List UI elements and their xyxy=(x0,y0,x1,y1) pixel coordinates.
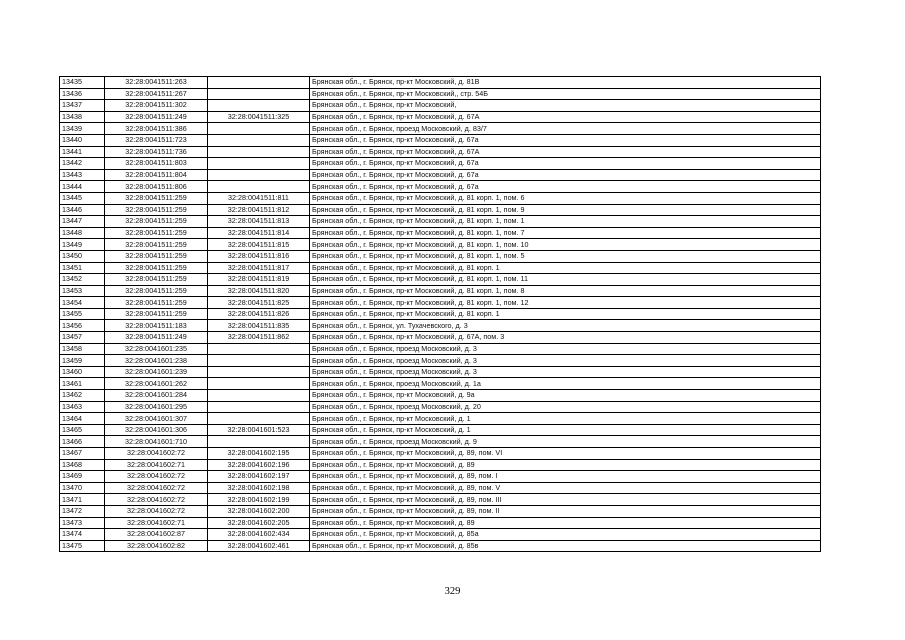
cadastral-number-cell: 32:28:0041511:259 xyxy=(105,204,208,216)
address-cell: Брянская обл., г. Брянск, пр-кт Московский, д. 81 корп. 1, пом. 6 xyxy=(310,192,821,204)
address-cell: Брянская обл., г. Брянск, пр-кт Московский, д. 89, пом. VI xyxy=(310,448,821,460)
table-row xyxy=(60,355,821,367)
address-cell: Брянская обл., г. Брянск, пр-кт Московский, д. 81 корп. 1, пом. 5 xyxy=(310,250,821,262)
related-cadastral-number-cell xyxy=(208,134,310,146)
cadastral-number-cell: 32:28:0041601:238 xyxy=(105,355,208,367)
related-cadastral-number-cell xyxy=(208,366,310,378)
cadastral-number-cell: 32:28:0041601:710 xyxy=(105,436,208,448)
cadastral-number-cell: 32:28:0041511:259 xyxy=(105,285,208,297)
cadastral-number-cell: 32:28:0041511:263 xyxy=(105,77,208,89)
related-cadastral-number-cell: 32:28:0041511:819 xyxy=(208,274,310,286)
related-cadastral-number-cell: 32:28:0041602:196 xyxy=(208,459,310,471)
table-row xyxy=(60,366,821,378)
cadastral-number-cell: 32:28:0041511:736 xyxy=(105,146,208,158)
row-number-cell: 13469 xyxy=(60,471,105,483)
address-cell: Брянская обл., г. Брянск, пр-кт Московский, д. 67а xyxy=(310,181,821,193)
cadastral-number-cell: 32:28:0041602:72 xyxy=(105,482,208,494)
cadastral-number-cell: 32:28:0041511:386 xyxy=(105,123,208,135)
row-number-cell: 13436 xyxy=(60,88,105,100)
related-cadastral-number-cell: 32:28:0041511:815 xyxy=(208,239,310,251)
table-row xyxy=(60,320,821,332)
related-cadastral-number-cell xyxy=(208,181,310,193)
table-row xyxy=(60,88,821,100)
row-number-cell: 13470 xyxy=(60,482,105,494)
row-number-cell: 13456 xyxy=(60,320,105,332)
row-number-cell: 13453 xyxy=(60,285,105,297)
address-cell: Брянская обл., г. Брянск, пр-кт Московский, д. 67а xyxy=(310,169,821,181)
row-number-cell: 13468 xyxy=(60,459,105,471)
row-number-cell: 13462 xyxy=(60,390,105,402)
row-number-cell: 13459 xyxy=(60,355,105,367)
address-cell: Брянская обл., г. Брянск, пр-кт Московский, д. 89, пом. II xyxy=(310,505,821,517)
cadastral-number-cell: 32:28:0041601:307 xyxy=(105,413,208,425)
related-cadastral-number-cell xyxy=(208,343,310,355)
table-row xyxy=(60,204,821,216)
cadastral-number-cell: 32:28:0041511:267 xyxy=(105,88,208,100)
row-number-cell: 13452 xyxy=(60,274,105,286)
address-cell: Брянская обл., г. Брянск, проезд Московский, д. 3 xyxy=(310,343,821,355)
address-cell: Брянская обл., г. Брянск, пр-кт Московский, д. 85в xyxy=(310,540,821,552)
row-number-cell: 13451 xyxy=(60,262,105,274)
row-number-cell: 13455 xyxy=(60,308,105,320)
related-cadastral-number-cell: 32:28:0041602:197 xyxy=(208,471,310,483)
cadastral-number-cell: 32:28:0041602:71 xyxy=(105,459,208,471)
related-cadastral-number-cell: 32:28:0041511:835 xyxy=(208,320,310,332)
address-cell: Брянская обл., г. Брянск, пр-кт Московский, д. 67А, пом. 3 xyxy=(310,332,821,344)
cadastral-number-cell: 32:28:0041511:806 xyxy=(105,181,208,193)
row-number-cell: 13450 xyxy=(60,250,105,262)
address-cell: Брянская обл., г. Брянск, пр-кт Московский, д. 67а xyxy=(310,134,821,146)
cadastral-number-cell: 32:28:0041511:183 xyxy=(105,320,208,332)
cadastral-number-cell: 32:28:0041511:723 xyxy=(105,134,208,146)
related-cadastral-number-cell: 32:28:0041511:820 xyxy=(208,285,310,297)
row-number-cell: 13435 xyxy=(60,77,105,89)
related-cadastral-number-cell xyxy=(208,146,310,158)
related-cadastral-number-cell: 32:28:0041511:817 xyxy=(208,262,310,274)
row-number-cell: 13441 xyxy=(60,146,105,158)
cadastral-number-cell: 32:28:0041511:259 xyxy=(105,192,208,204)
table-row xyxy=(60,436,821,448)
table-row xyxy=(60,250,821,262)
table-row xyxy=(60,401,821,413)
table-row xyxy=(60,192,821,204)
table-row xyxy=(60,239,821,251)
table-row xyxy=(60,274,821,286)
table-row xyxy=(60,297,821,309)
row-number-cell: 13464 xyxy=(60,413,105,425)
row-number-cell: 13467 xyxy=(60,448,105,460)
row-number-cell: 13471 xyxy=(60,494,105,506)
cadastral-number-cell: 32:28:0041511:803 xyxy=(105,158,208,170)
address-cell: Брянская обл., г. Брянск, пр-кт Московский, д. 67А xyxy=(310,146,821,158)
cadastral-number-cell: 32:28:0041602:72 xyxy=(105,471,208,483)
cadastral-number-cell: 32:28:0041511:259 xyxy=(105,308,208,320)
related-cadastral-number-cell: 32:28:0041511:826 xyxy=(208,308,310,320)
address-cell: Брянская обл., г. Брянск, пр-кт Московский, д. 89, пом. I xyxy=(310,471,821,483)
related-cadastral-number-cell xyxy=(208,88,310,100)
row-number-cell: 13440 xyxy=(60,134,105,146)
table-row xyxy=(60,390,821,402)
address-cell: Брянская обл., г. Брянск, пр-кт Московский, д. 81 корп. 1, пом. 7 xyxy=(310,227,821,239)
related-cadastral-number-cell: 32:28:0041602:461 xyxy=(208,540,310,552)
cadastral-number-cell: 32:28:0041511:259 xyxy=(105,250,208,262)
row-number-cell: 13475 xyxy=(60,540,105,552)
table-row xyxy=(60,111,821,123)
table-row xyxy=(60,424,821,436)
address-cell: Брянская обл., г. Брянск, проезд Московский, д. 83/7 xyxy=(310,123,821,135)
table-row xyxy=(60,413,821,425)
related-cadastral-number-cell: 32:28:0041511:862 xyxy=(208,332,310,344)
related-cadastral-number-cell xyxy=(208,413,310,425)
address-cell: Брянская обл., г. Брянск, пр-кт Московский, д. 81 корп. 1 xyxy=(310,308,821,320)
row-number-cell: 13472 xyxy=(60,505,105,517)
row-number-cell: 13438 xyxy=(60,111,105,123)
address-cell: Брянская обл., г. Брянск, пр-кт Московский,, стр. 54Б xyxy=(310,88,821,100)
address-cell: Брянская обл., г. Брянск, проезд Московский, д. 3 xyxy=(310,355,821,367)
cadastral-number-cell: 32:28:0041602:87 xyxy=(105,529,208,541)
related-cadastral-number-cell: 32:28:0041601:523 xyxy=(208,424,310,436)
cadastral-number-cell: 32:28:0041602:82 xyxy=(105,540,208,552)
table-row xyxy=(60,227,821,239)
address-cell: Брянская обл., г. Брянск, проезд Московский, д. 20 xyxy=(310,401,821,413)
cadastral-number-cell: 32:28:0041511:259 xyxy=(105,297,208,309)
cadastral-number-cell: 32:28:0041511:259 xyxy=(105,274,208,286)
row-number-cell: 13443 xyxy=(60,169,105,181)
related-cadastral-number-cell xyxy=(208,123,310,135)
table-row xyxy=(60,146,821,158)
address-cell: Брянская обл., г. Брянск, пр-кт Московский, д. 89, пом. III xyxy=(310,494,821,506)
table-row xyxy=(60,517,821,529)
row-number-cell: 13461 xyxy=(60,378,105,390)
table-body xyxy=(60,77,821,552)
related-cadastral-number-cell: 32:28:0041511:816 xyxy=(208,250,310,262)
related-cadastral-number-cell xyxy=(208,436,310,448)
row-number-cell: 13445 xyxy=(60,192,105,204)
cadastral-number-cell: 32:28:0041602:72 xyxy=(105,448,208,460)
cadastral-number-cell: 32:28:0041511:249 xyxy=(105,111,208,123)
related-cadastral-number-cell xyxy=(208,77,310,89)
table-row xyxy=(60,216,821,228)
table-row xyxy=(60,134,821,146)
related-cadastral-number-cell xyxy=(208,158,310,170)
table-row xyxy=(60,100,821,112)
related-cadastral-number-cell xyxy=(208,390,310,402)
cadastral-number-cell: 32:28:0041602:72 xyxy=(105,505,208,517)
related-cadastral-number-cell: 32:28:0041602:199 xyxy=(208,494,310,506)
address-cell: Брянская обл., г. Брянск, пр-кт Московский, д. 81 корп. 1, пом. 12 xyxy=(310,297,821,309)
related-cadastral-number-cell: 32:28:0041602:205 xyxy=(208,517,310,529)
table-row xyxy=(60,540,821,552)
related-cadastral-number-cell: 32:28:0041511:811 xyxy=(208,192,310,204)
address-cell: Брянская обл., г. Брянск, пр-кт Московский, д. 89 xyxy=(310,459,821,471)
related-cadastral-number-cell: 32:28:0041602:195 xyxy=(208,448,310,460)
table-row xyxy=(60,332,821,344)
cadastral-number-cell: 32:28:0041511:259 xyxy=(105,239,208,251)
related-cadastral-number-cell: 32:28:0041511:813 xyxy=(208,216,310,228)
cadastral-number-cell: 32:28:0041601:239 xyxy=(105,366,208,378)
address-cell: Брянская обл., г. Брянск, пр-кт Московский, д. 81В xyxy=(310,77,821,89)
address-cell: Брянская обл., г. Брянск, пр-кт Московский, д. 81 корп. 1, пом. 1 xyxy=(310,216,821,228)
related-cadastral-number-cell: 32:28:0041511:814 xyxy=(208,227,310,239)
row-number-cell: 13439 xyxy=(60,123,105,135)
cadastral-number-cell: 32:28:0041602:72 xyxy=(105,494,208,506)
row-number-cell: 13454 xyxy=(60,297,105,309)
cadastral-number-cell: 32:28:0041511:259 xyxy=(105,227,208,239)
address-cell: Брянская обл., г. Брянск, проезд Московский, д. 9 xyxy=(310,436,821,448)
cadastral-number-cell: 32:28:0041511:249 xyxy=(105,332,208,344)
table-row xyxy=(60,181,821,193)
address-cell: Брянская обл., г. Брянск, пр-кт Московский, д. 81 корп. 1 xyxy=(310,262,821,274)
row-number-cell: 13448 xyxy=(60,227,105,239)
table-row xyxy=(60,529,821,541)
address-cell: Брянская обл., г. Брянск, пр-кт Московский, д. 89, пом. V xyxy=(310,482,821,494)
related-cadastral-number-cell xyxy=(208,378,310,390)
table-row xyxy=(60,505,821,517)
cadastral-number-cell: 32:28:0041601:235 xyxy=(105,343,208,355)
row-number-cell: 13465 xyxy=(60,424,105,436)
row-number-cell: 13457 xyxy=(60,332,105,344)
table-row xyxy=(60,494,821,506)
cadastral-number-cell: 32:28:0041511:804 xyxy=(105,169,208,181)
row-number-cell: 13444 xyxy=(60,181,105,193)
address-cell: Брянская обл., г. Брянск, пр-кт Московский, д. 85а xyxy=(310,529,821,541)
address-cell: Брянская обл., г. Брянск, проезд Московский, д. 1а xyxy=(310,378,821,390)
cadastral-number-cell: 32:28:0041601:306 xyxy=(105,424,208,436)
address-cell: Брянская обл., г. Брянск, пр-кт Московский, д. 67А xyxy=(310,111,821,123)
row-number-cell: 13458 xyxy=(60,343,105,355)
related-cadastral-number-cell xyxy=(208,355,310,367)
address-cell: Брянская обл., г. Брянск, пр-кт Московский, д. 81 корп. 1, пом. 10 xyxy=(310,239,821,251)
table-row xyxy=(60,158,821,170)
address-cell: Брянская обл., г. Брянск, проезд Московский, д. 3 xyxy=(310,366,821,378)
cadastral-number-cell: 32:28:0041601:262 xyxy=(105,378,208,390)
page-number: 329 xyxy=(444,586,461,597)
related-cadastral-number-cell xyxy=(208,169,310,181)
row-number-cell: 13466 xyxy=(60,436,105,448)
row-number-cell: 13474 xyxy=(60,529,105,541)
address-cell: Брянская обл., г. Брянск, пр-кт Московский, д. 1 xyxy=(310,424,821,436)
related-cadastral-number-cell: 32:28:0041602:198 xyxy=(208,482,310,494)
address-cell: Брянская обл., г. Брянск, пр-кт Московский, д. 1 xyxy=(310,413,821,425)
table-row xyxy=(60,448,821,460)
address-cell: Брянская обл., г. Брянск, пр-кт Московский, д. 81 корп. 1, пом. 8 xyxy=(310,285,821,297)
table-row xyxy=(60,77,821,89)
related-cadastral-number-cell: 32:28:0041511:325 xyxy=(208,111,310,123)
table-row xyxy=(60,262,821,274)
address-cell: Брянская обл., г. Брянск, пр-кт Московский, д. 9а xyxy=(310,390,821,402)
table-row xyxy=(60,378,821,390)
row-number-cell: 13473 xyxy=(60,517,105,529)
row-number-cell: 13447 xyxy=(60,216,105,228)
related-cadastral-number-cell xyxy=(208,100,310,112)
table-row xyxy=(60,308,821,320)
row-number-cell: 13460 xyxy=(60,366,105,378)
cadastral-number-cell: 32:28:0041511:259 xyxy=(105,216,208,228)
table-row xyxy=(60,459,821,471)
row-number-cell: 13449 xyxy=(60,239,105,251)
row-number-cell: 13463 xyxy=(60,401,105,413)
cadastral-number-cell: 32:28:0041601:295 xyxy=(105,401,208,413)
table-row xyxy=(60,285,821,297)
table-row xyxy=(60,123,821,135)
table-row xyxy=(60,343,821,355)
table-row xyxy=(60,169,821,181)
address-cell: Брянская обл., г. Брянск, пр-кт Московский, д. 89 xyxy=(310,517,821,529)
related-cadastral-number-cell: 32:28:0041602:434 xyxy=(208,529,310,541)
address-cell: Брянская обл., г. Брянск, ул. Тухачевского, д. 3 xyxy=(310,320,821,332)
table-row xyxy=(60,482,821,494)
cadastral-number-cell: 32:28:0041601:284 xyxy=(105,390,208,402)
related-cadastral-number-cell: 32:28:0041511:825 xyxy=(208,297,310,309)
cadastral-number-cell: 32:28:0041602:71 xyxy=(105,517,208,529)
related-cadastral-number-cell xyxy=(208,401,310,413)
cadastral-number-cell: 32:28:0041511:259 xyxy=(105,262,208,274)
address-cell: Брянская обл., г. Брянск, пр-кт Московский, д. 81 корп. 1, пом. 11 xyxy=(310,274,821,286)
row-number-cell: 13442 xyxy=(60,158,105,170)
row-number-cell: 13437 xyxy=(60,100,105,112)
cadastral-number-cell: 32:28:0041511:302 xyxy=(105,100,208,112)
row-number-cell: 13446 xyxy=(60,204,105,216)
table-row xyxy=(60,471,821,483)
address-cell: Брянская обл., г. Брянск, пр-кт Московский, д. 81 корп. 1, пом. 9 xyxy=(310,204,821,216)
related-cadastral-number-cell: 32:28:0041602:200 xyxy=(208,505,310,517)
related-cadastral-number-cell: 32:28:0041511:812 xyxy=(208,204,310,216)
address-cell: Брянская обл., г. Брянск, пр-кт Московский, xyxy=(310,100,821,112)
address-cell: Брянская обл., г. Брянск, пр-кт Московский, д. 67а xyxy=(310,158,821,170)
cadastral-registry-table xyxy=(59,76,821,552)
